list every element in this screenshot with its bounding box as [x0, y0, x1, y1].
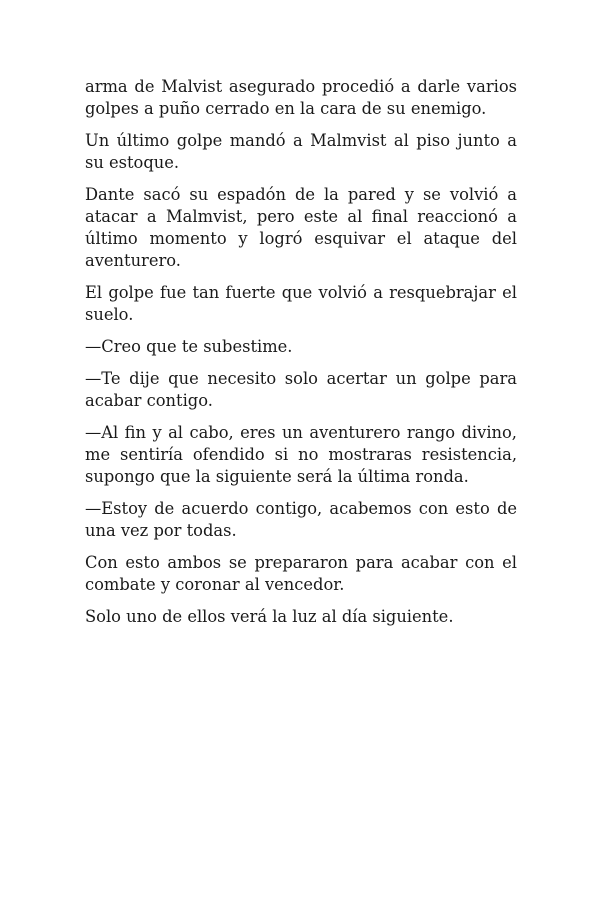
- paragraph-3: Dante sacó su espadón de la pared y se volvió a atacar a Malmvist, pero este al final reaccionó a último momento y logró esquivar el ataque del aventurero.: [85, 185, 517, 270]
- paragraph-5: —Creo que te subestime.: [85, 337, 293, 356]
- paragraph-8: —Estoy de acuerdo contigo, acabemos con esto de una vez por todas.: [85, 499, 517, 540]
- paragraph-6: —Te dije que necesito solo acertar un golpe para acabar contigo.: [85, 369, 517, 410]
- paragraph-7: —Al fin y al cabo, eres un aventurero rango divino, me sentiría ofendido si no mostraras resistencia, supongo que la siguiente será la última ronda.: [85, 423, 517, 486]
- paragraph-9: Con esto ambos se prepararon para acabar con el combate y coronar al vencedor.: [85, 553, 517, 594]
- paragraph-4: El golpe fue tan fuerte que volvió a resquebrajar el suelo.: [85, 283, 517, 324]
- body-text: [85, 76, 517, 638]
- paragraph-1: arma de Malvist asegurado procedió a darle varios golpes a puño cerrado en la cara de su enemigo.: [85, 77, 517, 118]
- paragraph-10: Solo uno de ellos verá la luz al día siguiente.: [85, 607, 454, 626]
- paragraph-2: Un último golpe mandó a Malmvist al piso junto a su estoque.: [85, 131, 517, 172]
